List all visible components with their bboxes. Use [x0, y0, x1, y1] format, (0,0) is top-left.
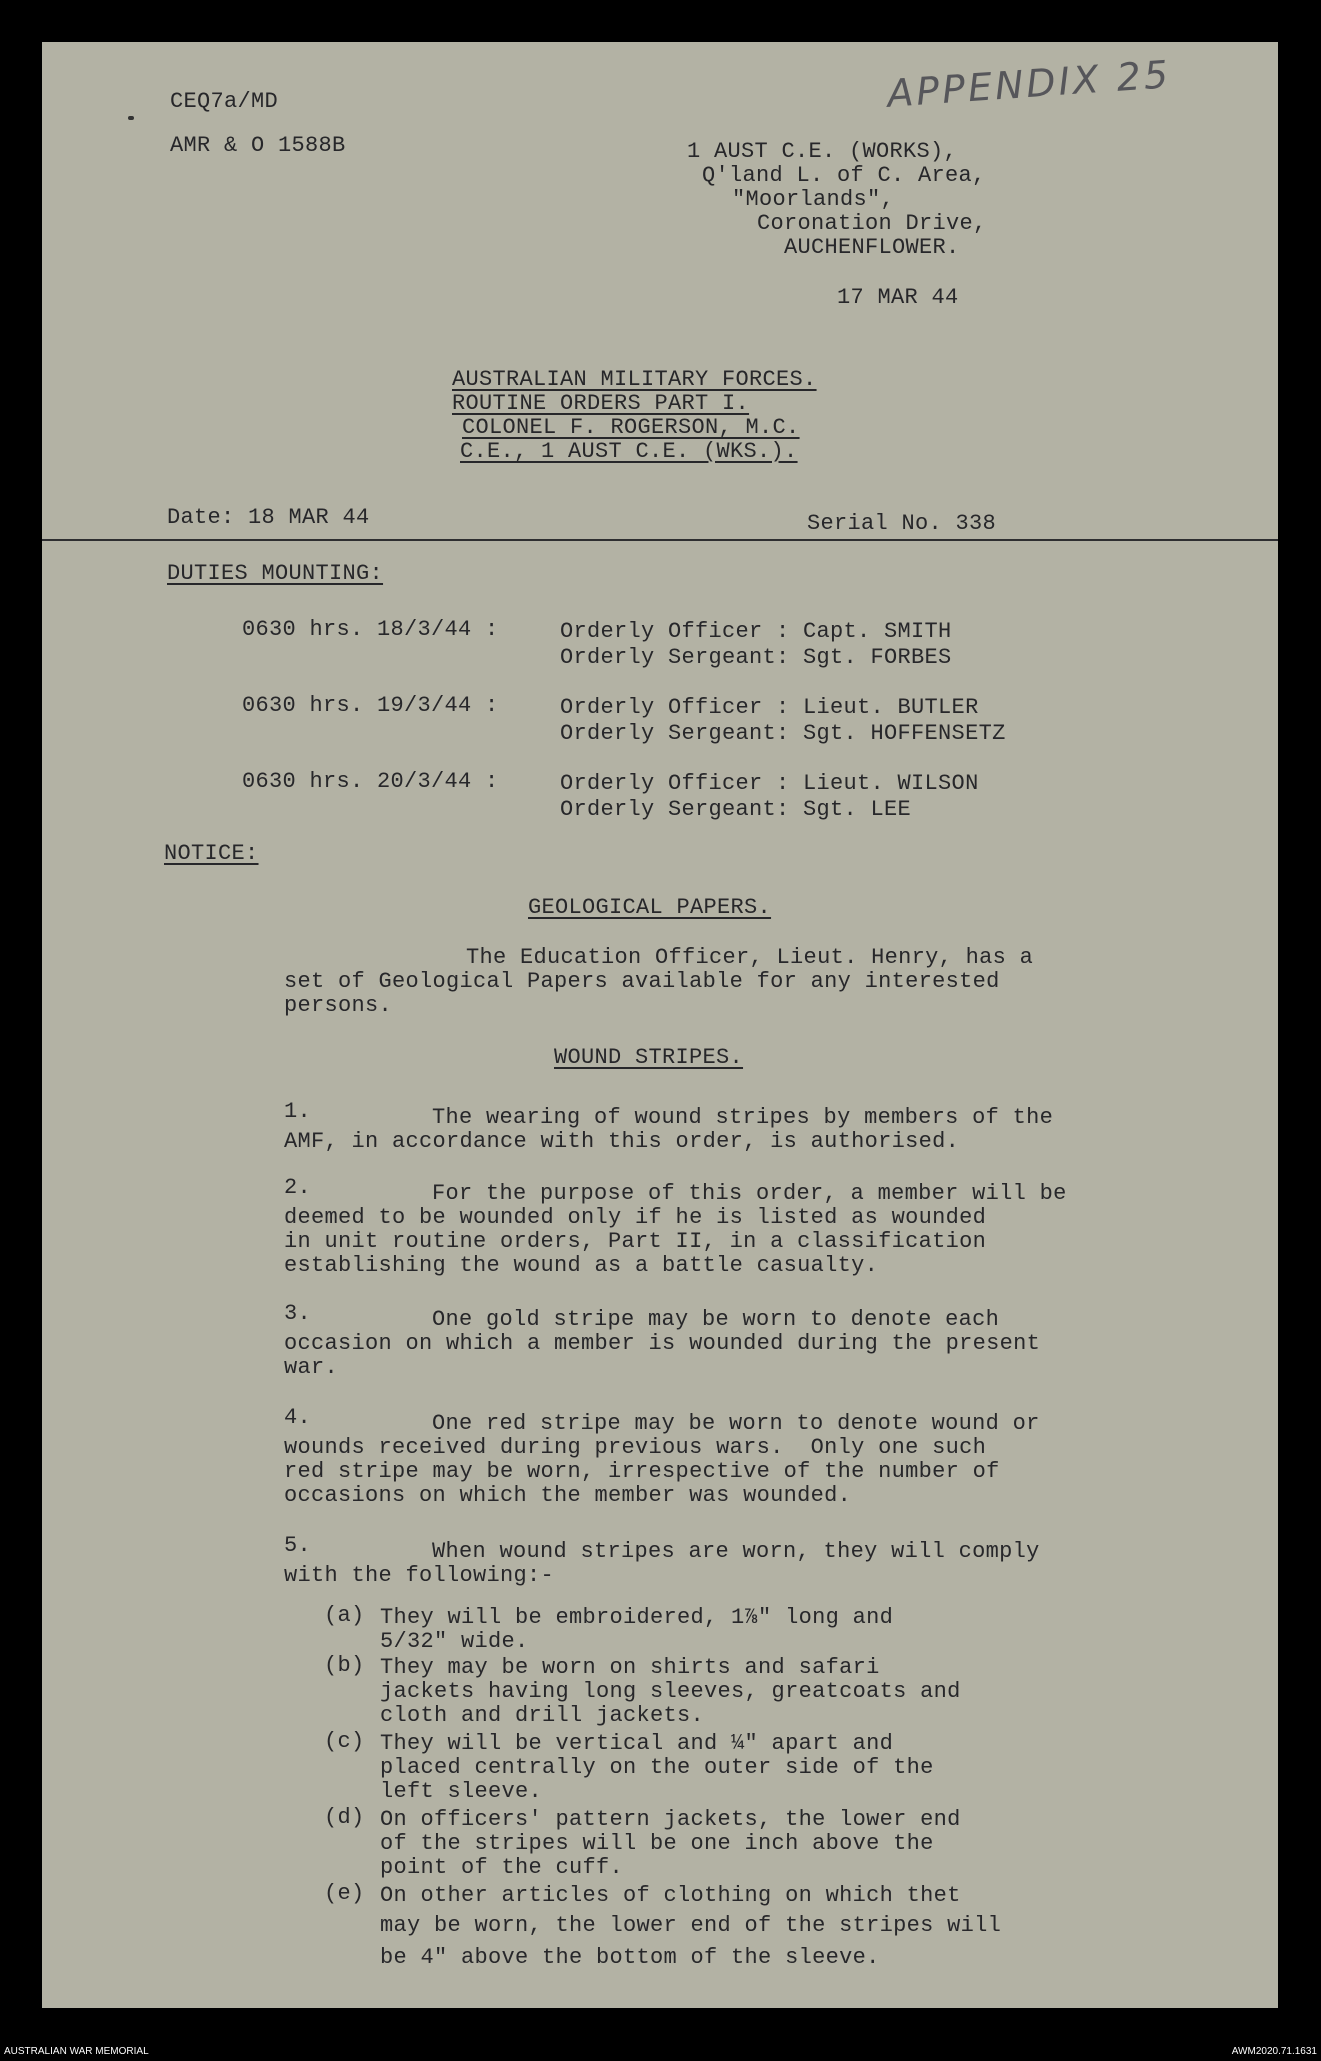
paragraph-text: AMF, in accordance with this order, is authorised.	[284, 1129, 960, 1154]
ref-line: CEQ7a/MD	[170, 89, 279, 114]
paragraph-text: wounds received during previous wars. Only one such	[284, 1435, 987, 1460]
sub-item-text: be 4" above the bottom of the sleeve.	[380, 1945, 880, 1970]
sub-item-text: They will be embroidered, 1⅞" long and	[380, 1605, 894, 1630]
sub-item-text: of the stripes will be one inch above the	[380, 1831, 934, 1856]
duty-officer: Orderly Officer : Lieut. BUTLER	[560, 695, 979, 720]
paragraph-text: with the following:-	[284, 1563, 555, 1588]
footer-credit: AUSTRALIAN WAR MEMORIAL	[4, 2046, 149, 2057]
heading-line: AUSTRALIAN MILITARY FORCES.	[452, 367, 817, 392]
address-line: Coronation Drive,	[757, 211, 987, 236]
sub-item-label: (a)	[324, 1603, 365, 1628]
paragraph-number: 4.	[284, 1405, 312, 1430]
paragraph-number: 2.	[284, 1175, 312, 1200]
heading-line: ROUTINE ORDERS PART I.	[452, 391, 750, 416]
duty-time: 0630 hrs. 19/3/44 :	[242, 693, 499, 718]
ref-line: AMR & O 1588B	[170, 133, 346, 158]
serial-number: Serial No. 338	[807, 511, 997, 536]
sub-item-text: cloth and drill jackets.	[380, 1703, 705, 1728]
sub-item-text: On other articles of clothing on which thet	[380, 1883, 961, 1908]
sub-item-text: They may be worn on shirts and safari	[380, 1655, 880, 1680]
sub-item-text: placed centrally on the outer side of the	[380, 1755, 934, 1780]
sub-item-label: (d)	[324, 1805, 365, 1830]
paragraph-text: deemed to be wounded only if he is listed as wounded	[284, 1205, 987, 1230]
paragraph-text: in unit routine orders, Part II, in a classification	[284, 1229, 987, 1254]
punch-mark	[128, 116, 134, 120]
sub-item-text: 5/32" wide.	[380, 1629, 529, 1654]
paragraph-text: One gold stripe may be worn to denote each	[432, 1307, 1000, 1332]
address-line: 1 AUST C.E. (WORKS),	[687, 139, 958, 164]
paragraph-text: One red stripe may be worn to denote wound or	[432, 1411, 1040, 1436]
paragraph-number: 1.	[284, 1099, 312, 1124]
paragraph-text: When wound stripes are worn, they will comply	[432, 1539, 1040, 1564]
sub-item-text: On officers' pattern jackets, the lower end	[380, 1807, 961, 1832]
geo-text: persons.	[284, 993, 393, 1018]
footer-accession: AWM2020.71.1631	[1231, 2046, 1317, 2057]
geo-text: The Education Officer, Lieut. Henry, has a	[412, 945, 1034, 970]
sub-item-text: point of the cuff.	[380, 1855, 624, 1880]
handwritten-appendix-note: APPENDIX 25	[885, 52, 1173, 116]
sub-item-text: They will be vertical and ¼" apart and	[380, 1731, 894, 1756]
geological-papers-heading: GEOLOGICAL PAPERS.	[528, 895, 772, 920]
paragraph-text: The wearing of wound stripes by members of the	[432, 1105, 1054, 1130]
notice-heading: NOTICE:	[164, 841, 259, 866]
sub-item-label: (b)	[324, 1653, 365, 1678]
paragraph-text: red stripe may be worn, irrespective of the number of	[284, 1459, 1000, 1484]
heading-line: C.E., 1 AUST C.E. (WKS.).	[460, 439, 798, 464]
address-line: Q'land L. of C. Area,	[702, 163, 986, 188]
paragraph-text: war.	[284, 1355, 339, 1380]
wound-stripes-heading: WOUND STRIPES.	[554, 1045, 744, 1070]
duty-sergeant: Orderly Sergeant: Sgt. FORBES	[560, 645, 952, 670]
sub-item-text: jackets having long sleeves, greatcoats and	[380, 1679, 961, 1704]
document-page	[42, 42, 1278, 2008]
duty-time: 0630 hrs. 20/3/44 :	[242, 769, 499, 794]
paragraph-text: establishing the wound as a battle casualty.	[284, 1253, 879, 1278]
duty-time: 0630 hrs. 18/3/44 :	[242, 617, 499, 642]
duty-officer: Orderly Officer : Lieut. WILSON	[560, 771, 979, 796]
heading-line: COLONEL F. ROGERSON, M.C.	[462, 415, 800, 440]
sub-item-label: (c)	[324, 1729, 365, 1754]
duty-sergeant: Orderly Sergeant: Sgt. LEE	[560, 797, 912, 822]
address-line: AUCHENFLOWER.	[784, 235, 960, 260]
duty-sergeant: Orderly Sergeant: Sgt. HOFFENSETZ	[560, 721, 1006, 746]
order-date: Date: 18 MAR 44	[167, 505, 370, 530]
duties-heading: DUTIES MOUNTING:	[167, 561, 384, 586]
address-line: "Moorlands",	[732, 187, 895, 212]
sub-item-text: left sleeve.	[380, 1779, 543, 1804]
paragraph-text: For the purpose of this order, a member will be	[432, 1181, 1067, 1206]
divider-rule	[42, 539, 1278, 541]
duty-officer: Orderly Officer : Capt. SMITH	[560, 619, 952, 644]
geo-text: set of Geological Papers available for any interested	[284, 969, 1000, 994]
sub-item-label: (e)	[324, 1881, 365, 1906]
paragraph-text: occasion on which a member is wounded during the present	[284, 1331, 1041, 1356]
paragraph-text: occasions on which the member was wounded.	[284, 1483, 852, 1508]
sub-item-text: may be worn, the lower end of the stripes will	[380, 1913, 1002, 1938]
paragraph-number: 5.	[284, 1533, 312, 1558]
letter-date: 17 MAR 44	[837, 285, 959, 310]
paragraph-number: 3.	[284, 1301, 312, 1326]
